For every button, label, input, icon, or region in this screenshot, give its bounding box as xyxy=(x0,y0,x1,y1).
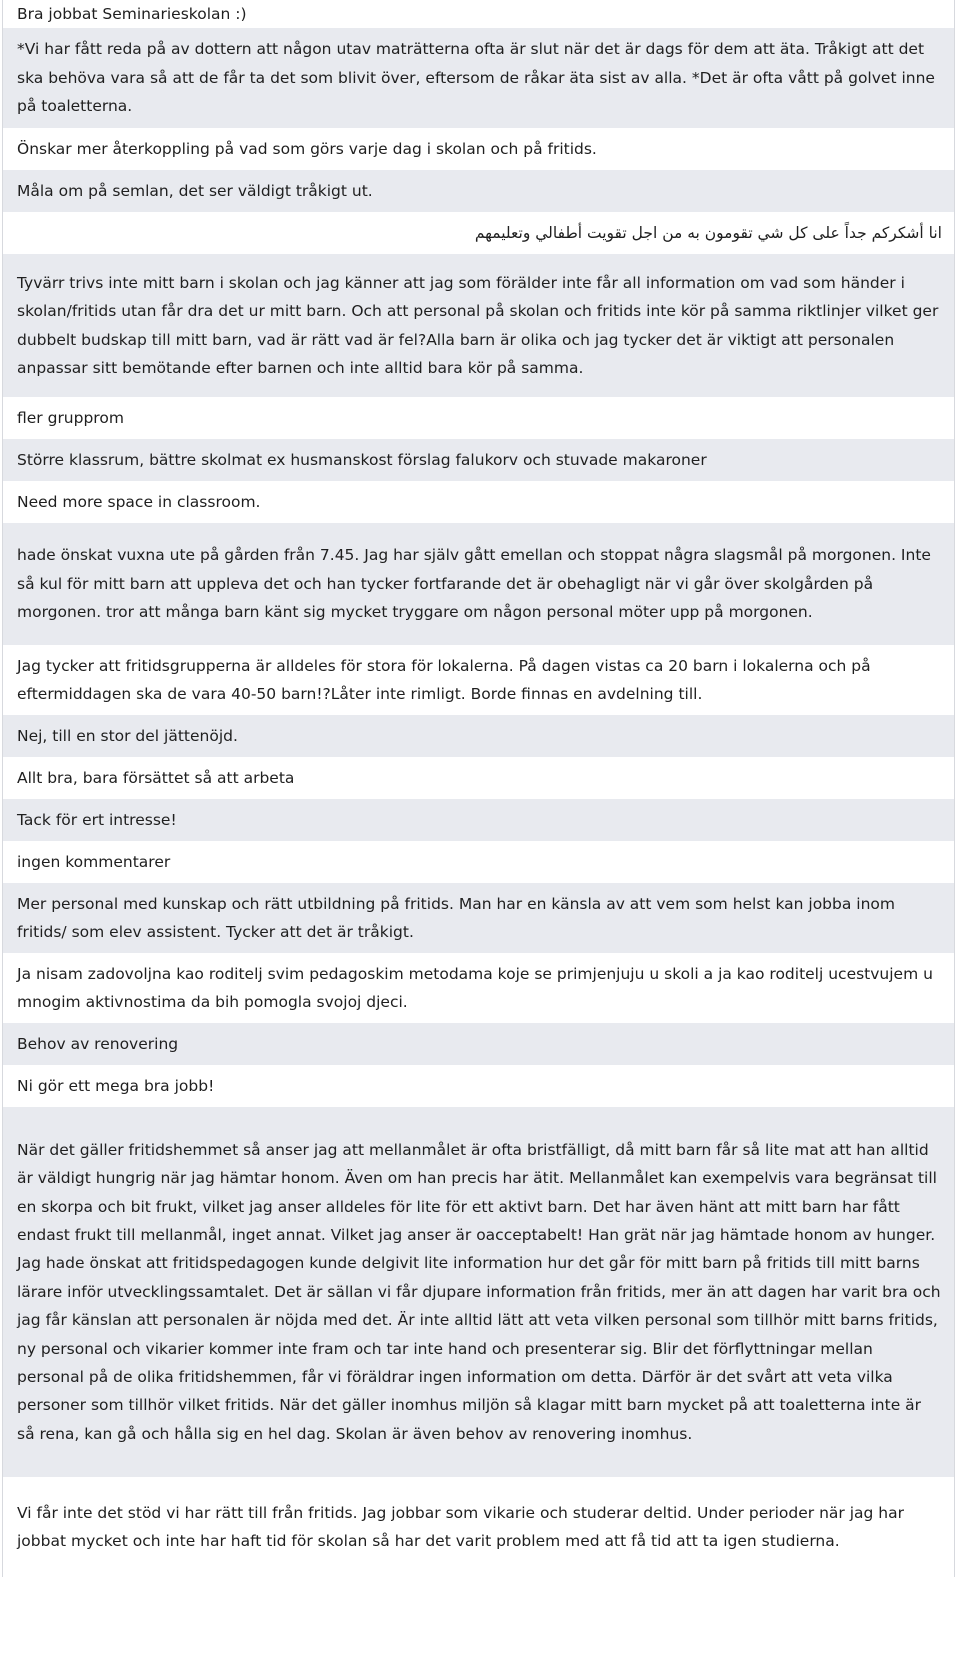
comment-text: Ja nisam zadovoljna kao roditelj svim pedagoskim metodama koje se primjenjuju u skoli a ja kao roditelj ucestvujem u mnogim aktivnostima da bih pomogla svojoj djeci. xyxy=(17,964,933,1011)
comment-row xyxy=(3,254,954,397)
comment-text: Need more space in classroom. xyxy=(17,492,261,511)
comment-row xyxy=(3,128,954,170)
comment-text: Måla om på semlan, det ser väldigt tråkigt ut. xyxy=(17,181,373,200)
comment-row xyxy=(3,212,954,254)
comment-text: När det gäller fritidshemmet så anser jag att mellanmålet är ofta bristfälligt, då mitt barn får så lite mat att han alltid är väldigt hungrig när jag hämtar honom. Även om han precis har ätit. Mellanmålet kan exempelvis vara begränsat till en skorpa och bit frukt, vilket jag anser alldeles för lite för ett aktivt barn. Det har även hänt att mitt barn har fått endast frukt till mellanmål, inget annat. Vilket jag anser är oacceptabelt! Han grät när jag hämtade honom av hunger. Jag hade önskat att fritidspedagogen kunde delgivit lite information hur det går för mitt barn på fritids till mitt barns lärare inför utvecklingssamtalet. Det är sällan vi får djupare information från fritids, mer än att dagen har varit bra och jag får känslan att personalen är nöjda med det. Är inte alltid lätt att veta vilken personal som tillhör mitt barns fritids, ny personal och vikarier kommer inte fram och tar inte hand och presenterar sig. Blir det förflyttningar mellan personal på de olika fritidshemmen, får vi föräldrar ingen information om detta. Därför är det svårt att veta vilka personer som tillhör vilket fritids. När det gäller inomhus miljön så klagar mitt barn mycket på att toaletterna inte är så rena, kan gå och hålla sig en hel dag. Skolan är även behov av renovering inomhus. xyxy=(17,1140,941,1443)
comment-row xyxy=(3,439,954,481)
comment-row xyxy=(3,0,954,28)
comment-text: Tack för ert intresse! xyxy=(17,810,177,829)
comment-text: Bra jobbat Seminarieskolan :) xyxy=(17,4,247,23)
comment-row xyxy=(3,28,954,128)
comment-row xyxy=(3,715,954,757)
comment-text: Allt bra, bara försättet så att arbeta xyxy=(17,768,295,787)
comment-row xyxy=(3,883,954,953)
comment-text: Mer personal med kunskap och rätt utbildning på fritids. Man har en känsla av att vem som helst kan jobba inom fritids/ som elev assistent. Tycker att det är tråkigt. xyxy=(17,894,895,941)
comment-row xyxy=(3,757,954,799)
comment-row xyxy=(3,953,954,1023)
comment-row xyxy=(3,1065,954,1107)
comment-row xyxy=(3,397,954,439)
comment-row xyxy=(3,170,954,212)
comments-table xyxy=(2,0,955,1577)
comment-row xyxy=(3,799,954,841)
comment-text: ingen kommentarer xyxy=(17,852,171,871)
comment-row xyxy=(3,1023,954,1065)
comment-text: Ni gör ett mega bra jobb! xyxy=(17,1076,215,1095)
comment-text: Önskar mer återkoppling på vad som görs varje dag i skolan och på fritids. xyxy=(17,139,597,158)
comment-text: Vi får inte det stöd vi har rätt till från fritids. Jag jobbar som vikarie och studerar deltid. Under perioder när jag har jobbat mycket och inte har haft tid för skolan så har det varit problem med att få tid att ta igen studierna. xyxy=(17,1503,904,1550)
comment-row xyxy=(3,841,954,883)
comment-row xyxy=(3,1107,954,1477)
comment-row xyxy=(3,523,954,645)
comment-text: Behov av renovering xyxy=(17,1034,179,1053)
comment-text: Större klassrum, bättre skolmat ex husmanskost förslag falukorv och stuvade makaroner xyxy=(17,450,707,469)
comment-row xyxy=(3,1477,954,1577)
comment-text: Nej, till en stor del jättenöjd. xyxy=(17,726,238,745)
comment-text: *Vi har fått reda på av dottern att någon utav maträtterna ofta är slut när det är dags för dem att äta. Tråkigt att det ska behöva vara så att de får ta det som blivit över, eftersom de råkar äta sist av alla. *Det är ofta vått på golvet inne på toaletterna. xyxy=(17,40,935,116)
comment-text: Jag tycker att fritidsgrupperna är alldeles för stora för lokalerna. På dagen vistas ca 20 barn i lokalerna och på eftermiddagen ska de vara 40-50 barn!?Låter inte rimligt. Borde finnas en avdelning till. xyxy=(17,656,871,703)
comment-row xyxy=(3,481,954,523)
comment-text: fler grupprom xyxy=(17,408,124,427)
comment-text: انا أشكركم جداً على كل شي تقومون به من اجل تقويت أطفالي وتعليمهم xyxy=(474,223,942,242)
comment-text: Tyvärr trivs inte mitt barn i skolan och jag känner att jag som förälder inte får all information om vad som händer i skolan/fritids utan får dra det ur mitt barn. Och att personal på skolan och fritids inte kör på samma riktlinjer vilket ger dubbelt budskap till mitt barn, vad är rätt vad är fel?Alla barn är olika och jag tycker det är viktigt att personalen anpassar sitt bemötande efter barnen och inte alltid bara kör på samma. xyxy=(17,273,939,377)
comment-text: hade önskat vuxna ute på gården från 7.45. Jag har själv gått emellan och stoppat några slagsmål på morgonen. Inte så kul för mitt barn att uppleva det och han tycker fortfarande det är obehagligt när vi går över skolgården på morgonen. tror att många barn känt sig mycket tryggare om någon personal möter upp på morgonen. xyxy=(17,546,931,622)
comment-row xyxy=(3,645,954,715)
